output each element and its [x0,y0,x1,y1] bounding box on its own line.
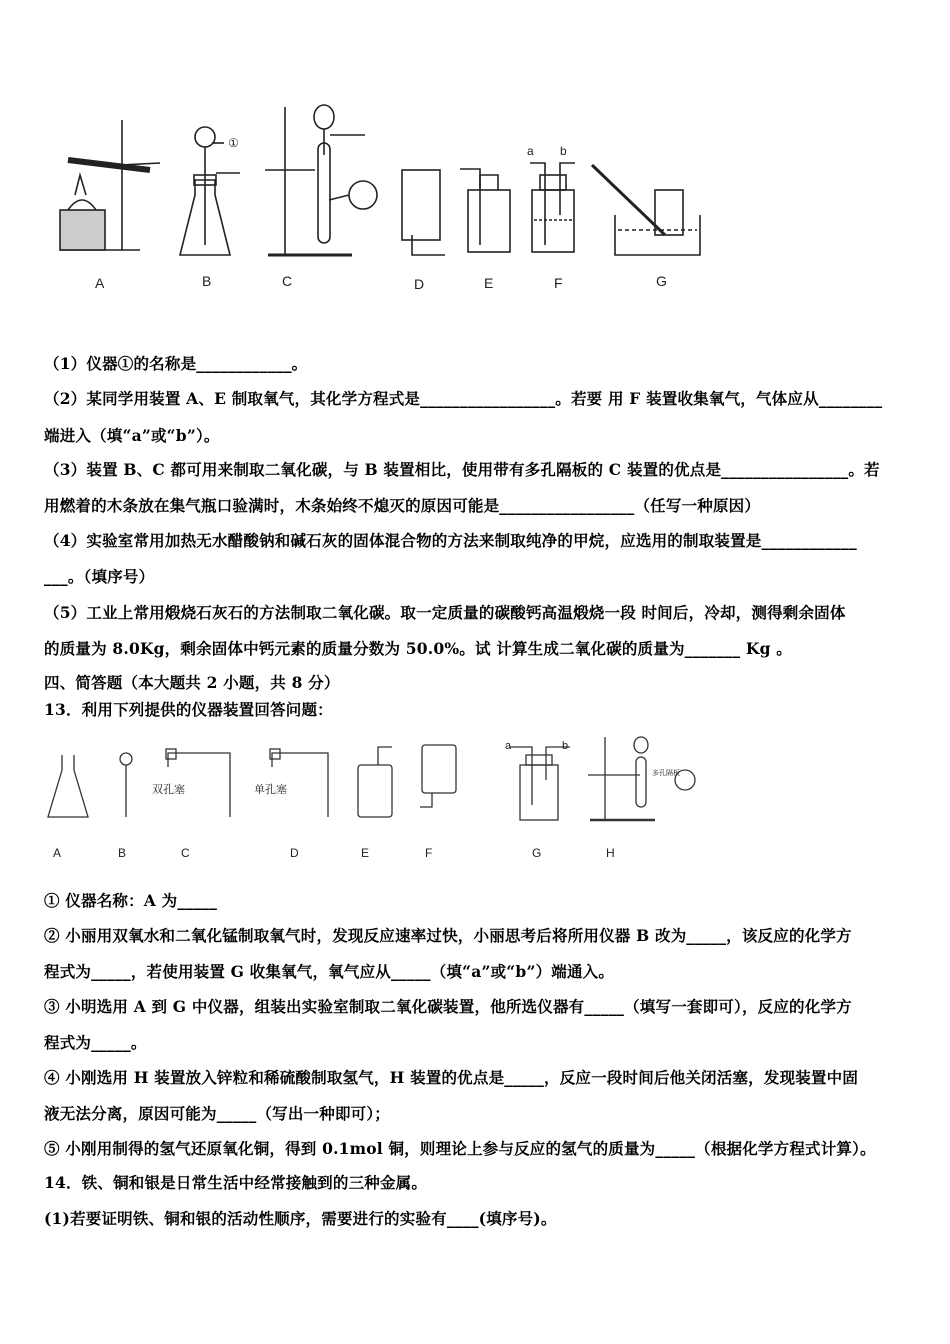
apparatus-figure-1-svg [40,95,760,305]
apparatus-figure-2 [40,735,720,840]
f-port-a: a [527,144,534,158]
fig1-label-b: B [202,273,212,289]
apparatus-e-bottle [460,169,510,252]
fig1-label-g: G [656,273,667,289]
fig2-h-stand [588,737,695,820]
apparatus-c-stand [265,105,377,255]
apparatus-f-washing-bottle [530,163,575,252]
apparatus-a-heating [60,120,160,250]
q13-sub-4-line-2: 液无法分离，原因可能为_____（写出一种即可）； [44,1104,391,1123]
fig1-label-d: D [414,276,425,292]
apparatus-figure-2-svg [40,735,720,840]
fig2-g-port-a: a [505,740,512,752]
q12-part-5-line-1: （5）工业上常用煅烧石灰石的方法制取二氧化碳。取一定质量的碳酸钙高温煅烧一段 时间后，冷却，测得剩余固体 [44,603,846,622]
q13-title: 13．利用下列提供的仪器装置回答问题： [44,700,333,719]
q13-sub-2-line-2: 程式为_____，若使用装置 G 收集氧气，氧气应从_____（填“a”或“b”）端通入。 [44,962,615,981]
q12-part-4-line-2: ___。（填序号） [44,567,155,586]
fig2-c-text: 双孔塞 [152,784,185,796]
fig2-b-funnel [120,753,132,817]
fig1-label-c: C [282,273,293,289]
fig2-label-d: D [290,846,299,860]
fig1-label-f: F [554,275,563,291]
q14-title: 14．铁、铜和银是日常生活中经常接触到的三种金属。 [44,1173,428,1192]
fig2-a-flask [48,755,88,817]
fig2-label-c: C [181,846,190,860]
fig2-label-h: H [606,846,615,860]
q14-part-1: (1)若要证明铁、铜和银的活动性顺序，需要进行的实验有____(填序号)。 [44,1209,557,1228]
apparatus-d-bottle [402,170,445,255]
fig2-g-port-b: b [562,740,569,752]
fig2-label-b: B [118,846,127,860]
q13-sub-2-line-1: ② 小丽用双氧水和二氧化锰制取氧气时，发现反应速率过快，小丽思考后将所用仪器 B 改为_____，该反应的化学方 [44,926,852,945]
fig2-label-g: G [532,846,542,860]
q13-sub-1: ① 仪器名称：A 为_____ [44,891,218,910]
apparatus-figure-1 [40,95,760,305]
fig1-label-a: A [95,275,105,291]
q12-part-4-line-1: （4）实验室常用加热无水醋酸钠和碱石灰的固体混合物的方法来制取纯净的甲烷，应选用的制取装置是____________ [44,531,857,550]
fig2-d-text: 单孔塞 [254,784,287,796]
q13-sub-3-line-1: ③ 小明选用 A 到 G 中仪器，组装出实验室制取二氧化碳装置，他所选仪器有_____（填写一套即可），反应的化学方 [44,997,852,1016]
fig2-label-a: A [53,846,62,860]
q12-part-5-line-2: 的质量为 8.0Kg，剩余固体中钙元素的质量分数为 50.0%。试 计算生成二氧化碳的质量为_______ Kg 。 [44,639,792,658]
q12-part-3-line-1: （3）装置 B、C 都可用来制取二氧化碳，与 B 装置相比，使用带有多孔隔板的 C 装置的优点是________________。若 [44,460,880,479]
q13-sub-3-line-2: 程式为_____。 [44,1033,147,1052]
q13-sub-5: ⑤ 小刚用制得的氢气还原氧化铜，得到 0.1mol 铜，则理论上参与反应的氢气的质量为_____（根据化学方程式计算）。 [44,1139,876,1158]
q12-part-1: （1）仪器①的名称是____________。 [44,354,308,373]
section-4-heading: 四、简答题（本大题共 2 小题，共 8 分） [44,673,340,692]
marker-1-label: ① [228,136,239,150]
fig2-f-bottle [420,745,456,807]
apparatus-g-trough [592,165,700,255]
fig2-label-f: F [425,846,433,860]
fig2-d-single-stopper [270,749,328,817]
fig2-label-e: E [361,846,370,860]
fig2-c-double-stopper [166,749,230,817]
fig2-g-washing-bottle [510,747,570,820]
q12-part-2-line-2: 端进入（填“a”或“b”）。 [44,426,220,445]
f-port-b: b [560,144,567,158]
q13-sub-4-line-1: ④ 小刚选用 H 装置放入锌粒和稀硫酸制取氢气，H 装置的优点是_____，反应一段时间后他关闭活塞，发现装置中固 [44,1068,859,1087]
q12-part-2-line-1: （2）某同学用装置 A、E 制取氧气，其化学方程式是_________________。若要 用 F 装置收集氧气，气体应从________ [44,389,883,408]
fig2-h-text: 多孔隔板 [652,770,680,777]
fig1-label-e: E [484,275,494,291]
q12-part-3-line-2: 用燃着的木条放在集气瓶口验满时，木条始终不熄灭的原因可能是_________________（任写一种原因） [44,496,761,515]
fig2-e-bottle [358,747,392,817]
